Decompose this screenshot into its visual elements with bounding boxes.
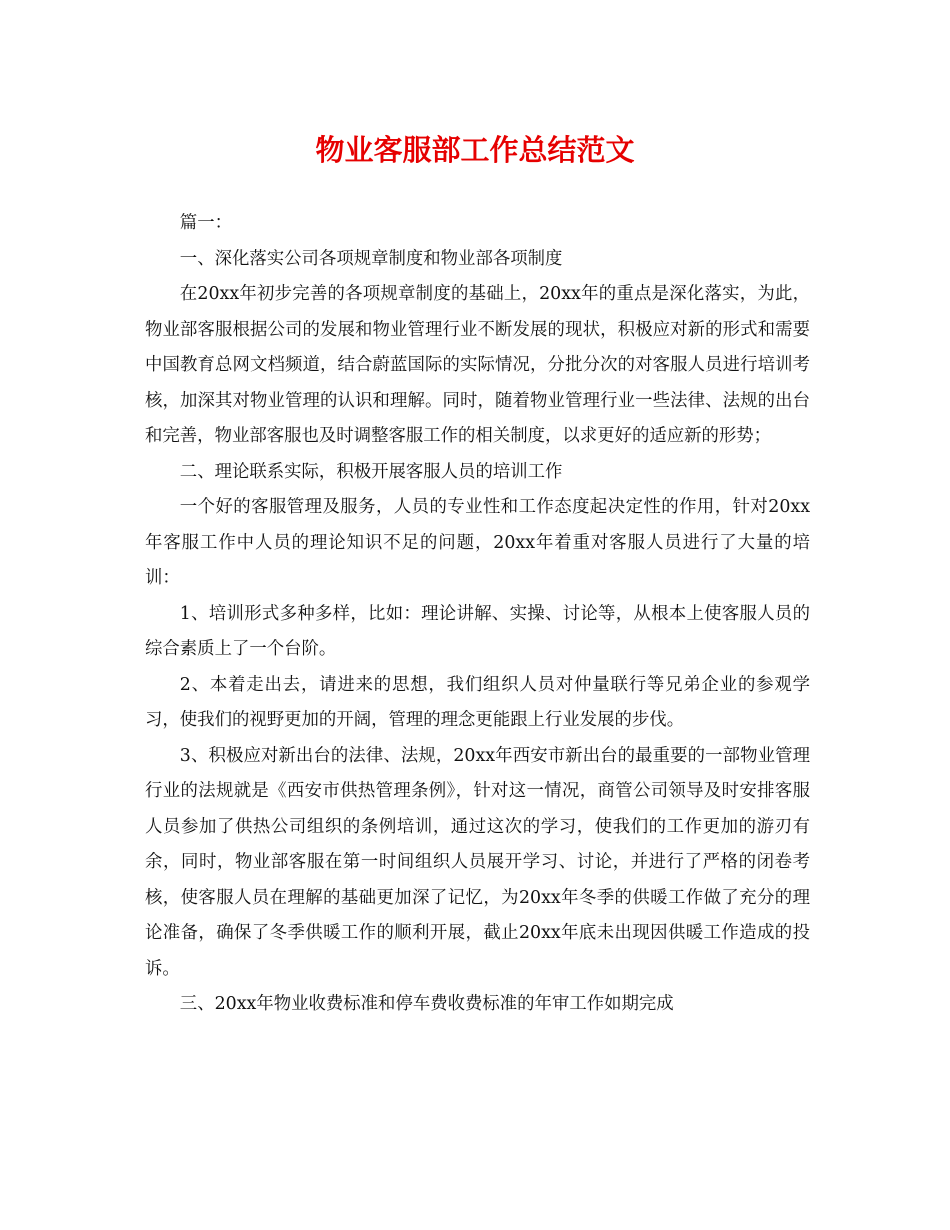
paragraph-item-2: 2、本着走出去，请进来的思想，我们组织人员对仲量联行等兄弟企业的参观学习，使我们的视野更加的开阔，管理的理念更能跟上行业发展的步伐。 [145,674,810,730]
document-title: 物业客服部工作总结范文 [315,133,635,167]
paragraph-body-2: 一个好的客服管理及服务，人员的专业性和工作态度起决定性的作用，针对20xx年客服工作中人员的理论知识不足的问题，20xx年着重对客服人员进行了大量的培训： [145,497,810,588]
paragraph-body-1: 在20xx年初步完善的各项规章制度的基础上，20xx年的重点是深化落实，为此，物业部客服根据公司的发展和物业管理行业不断发展的现状，积极应对新的形式和需要中国教育总网文档频道，结合蔚蓝国际的实际情况，分批分次的对客服人员进行培训考核，加深其对物业管理的认识和理解。同时，随着物业管理行业一些法律、法规的出台和完善，物业部客服也及时调整客服工作的相关制度，以求更好的适应新的形势； [145,284,810,446]
paragraph-section-label: 篇一： [179,213,232,233]
paragraph-item-1: 1、培训形式多种多样，比如：理论讲解、实操、讨论等，从根本上使客服人员的综合素质上了一个台阶。 [145,603,810,659]
paragraph-item-3: 3、积极应对新出台的法律、法规，20xx年西安市新出台的最重要的一部物业管理行业的法规就是《西安市供热管理条例》，针对这一情况，商管公司领导及时安排客服人员参加了供热公司组织的条例培训，通过这次的学习，使我们的工作更加的游刃有余，同时，物业部客服在第一时间组织人员展开学习、讨论，并进行了严格的闭卷考核，使客服人员在理解的基础更加深了记忆，为20xx年冬季的供暖工作做了充分的理论准备，确保了冬季供暖工作的顺利开展，截止20xx年底未出现因供暖工作造成的投诉。 [145,745,810,979]
document-body [145,206,810,1023]
paragraph-heading-2: 二、理论联系实际，积极开展客服人员的培训工作 [179,461,563,482]
paragraph-heading-3: 三、20xx年物业收费标准和停车费收费标准的年审工作如期完成 [179,994,674,1014]
paragraph-heading-1: 一、深化落实公司各项规章制度和物业部各项制度 [179,248,563,269]
